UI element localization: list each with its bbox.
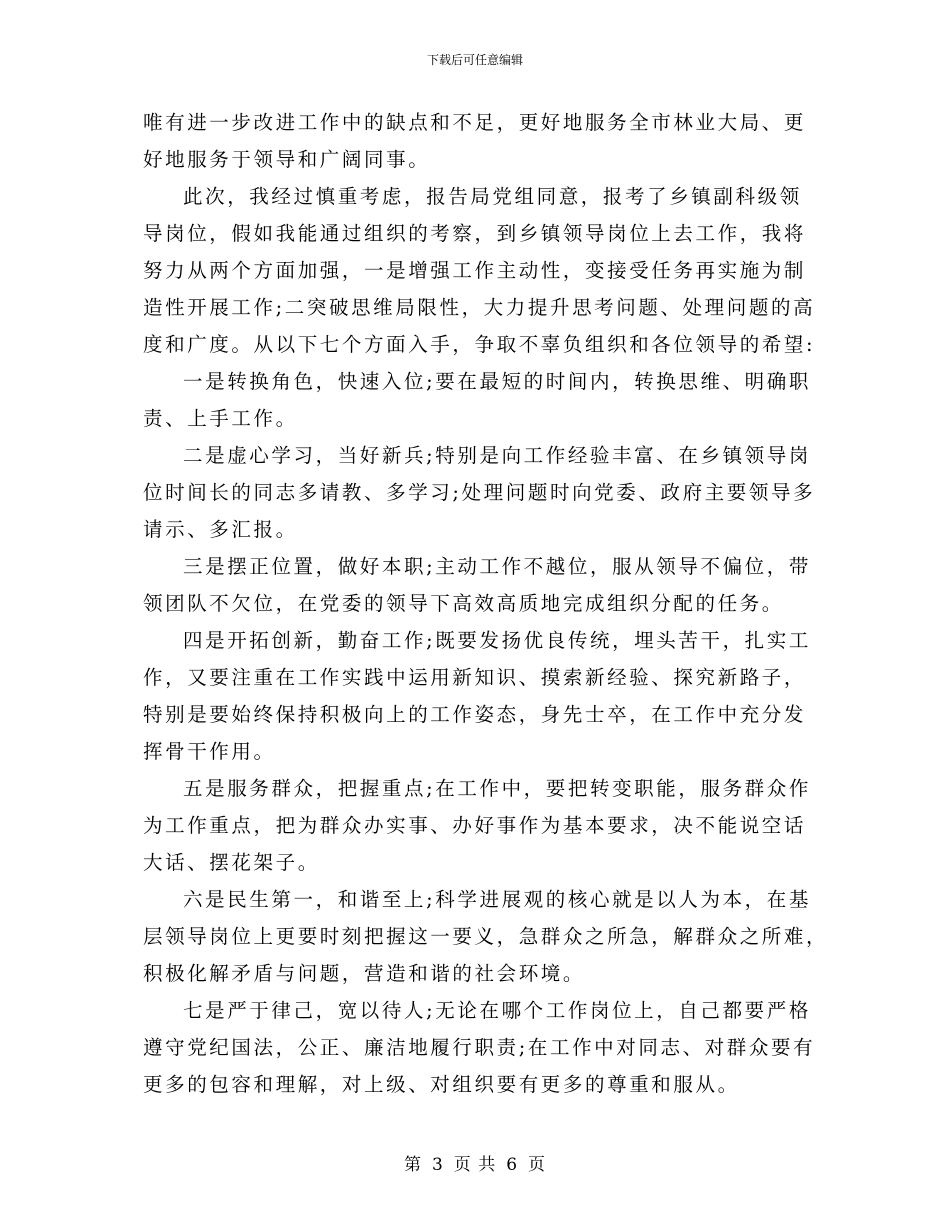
paragraph-line: 挥骨干作用。 [143,740,276,763]
paragraph-line: 积极化解矛盾与问题，营造和谐的社会环境。 [143,962,586,985]
paragraph-list [143,104,829,1103]
body-paragraph [143,622,811,770]
paragraph-line: 五是服务群众，把握重点;在工作中，要把转变职能，服务群众作 [183,777,811,800]
document-body [143,104,829,1103]
paragraph-line: 七是严于律己，宽以待人;无论在哪个工作岗位上，自己都要严格 [183,999,811,1022]
paragraph-line: 一是转换角色，快速入位;要在最短的时间内，转换思维、明确职 [183,370,811,393]
paragraph-line: 更多的包容和理解，对上级、对组织要有更多的尊重和服从。 [143,1073,740,1096]
paragraph-line: 四是开拓创新，勤奋工作;既要发扬优良传统，埋头苦干，扎实工 [183,629,811,652]
paragraph-line: 二是虚心学习，当好新兵;特别是向工作经验丰富、在乡镇领导岗 [183,444,811,467]
paragraph-line: 为工作重点，把为群众办实事、办好事作为基本要求，决不能说空话 [143,814,807,837]
paragraph-line: 六是民生第一，和谐至上;科学进展观的核心就是以人为本，在基 [183,888,811,911]
paragraph-line: 好地服务于领导和广阔同事。 [143,148,431,171]
paragraph-line: 遵守党纪国法，公正、廉洁地履行职责;在工作中对同志、对群众要有 [143,1036,816,1059]
paragraph-line: 度和广度。从以下七个方面入手，争取不辜负组织和各位领导的希望: [143,333,816,356]
total-page-number: 6 [506,1155,519,1175]
paragraph-line: 三是摆正位置，做好本职;主动工作不越位，服从领导不偏位，带 [183,555,811,578]
current-page-number: 3 [431,1155,444,1175]
paragraph-line: 作，又要注重在工作实践中运用新知识、摸索新经验、探究新路子， [143,666,807,689]
paragraph-line: 特别是要始终保持积极向上的工作姿态，身先士卒，在工作中充分发 [143,703,807,726]
paragraph-line: 唯有进一步改进工作中的缺点和不足，更好地服务全市林业大局、更 [143,111,807,134]
paragraph-line: 领团队不欠位，在党委的领导下高效高质地完成组织分配的任务。 [143,592,784,615]
body-paragraph [143,992,816,1103]
paragraph-line: 导岗位，假如我能通过组织的考察，到乡镇领导岗位上去工作，我将 [143,222,807,245]
body-paragraph [143,363,811,437]
body-paragraph [143,178,816,363]
body-paragraph [143,437,816,548]
body-paragraph [143,881,829,992]
paragraph-line: 层领导岗位上更要时刻把握这一要义，急群众之所急，解群众之所难， [143,925,829,948]
page-header-note: 下载后可任意编辑 [426,53,523,67]
paragraph-line: 请示、多汇报。 [143,518,298,541]
paragraph-line: 造性开展工作;二突破思维局限性，大力提升思考问题、处理问题的高 [143,296,816,319]
footer-prefix: 第 [403,1155,422,1175]
paragraph-line: 大话、摆花架子。 [143,851,320,874]
body-paragraph [143,770,811,881]
footer-middle: 页 共 [453,1155,497,1175]
paragraph-line: 努力从两个方面加强，一是增强工作主动性，变接受任务再实施为制 [143,259,807,282]
footer-suffix: 页 [528,1155,547,1175]
body-paragraph [143,548,811,622]
paragraph-line: 此次，我经过慎重考虑，报告局党组同意，报考了乡镇副科级领 [183,185,802,208]
page-number-footer [0,1153,950,1177]
paragraph-line: 位时间长的同志多请教、多学习;处理问题时向党委、政府主要领导多 [143,481,816,504]
body-paragraph [143,104,807,178]
paragraph-line: 责、上手工作。 [143,407,298,430]
